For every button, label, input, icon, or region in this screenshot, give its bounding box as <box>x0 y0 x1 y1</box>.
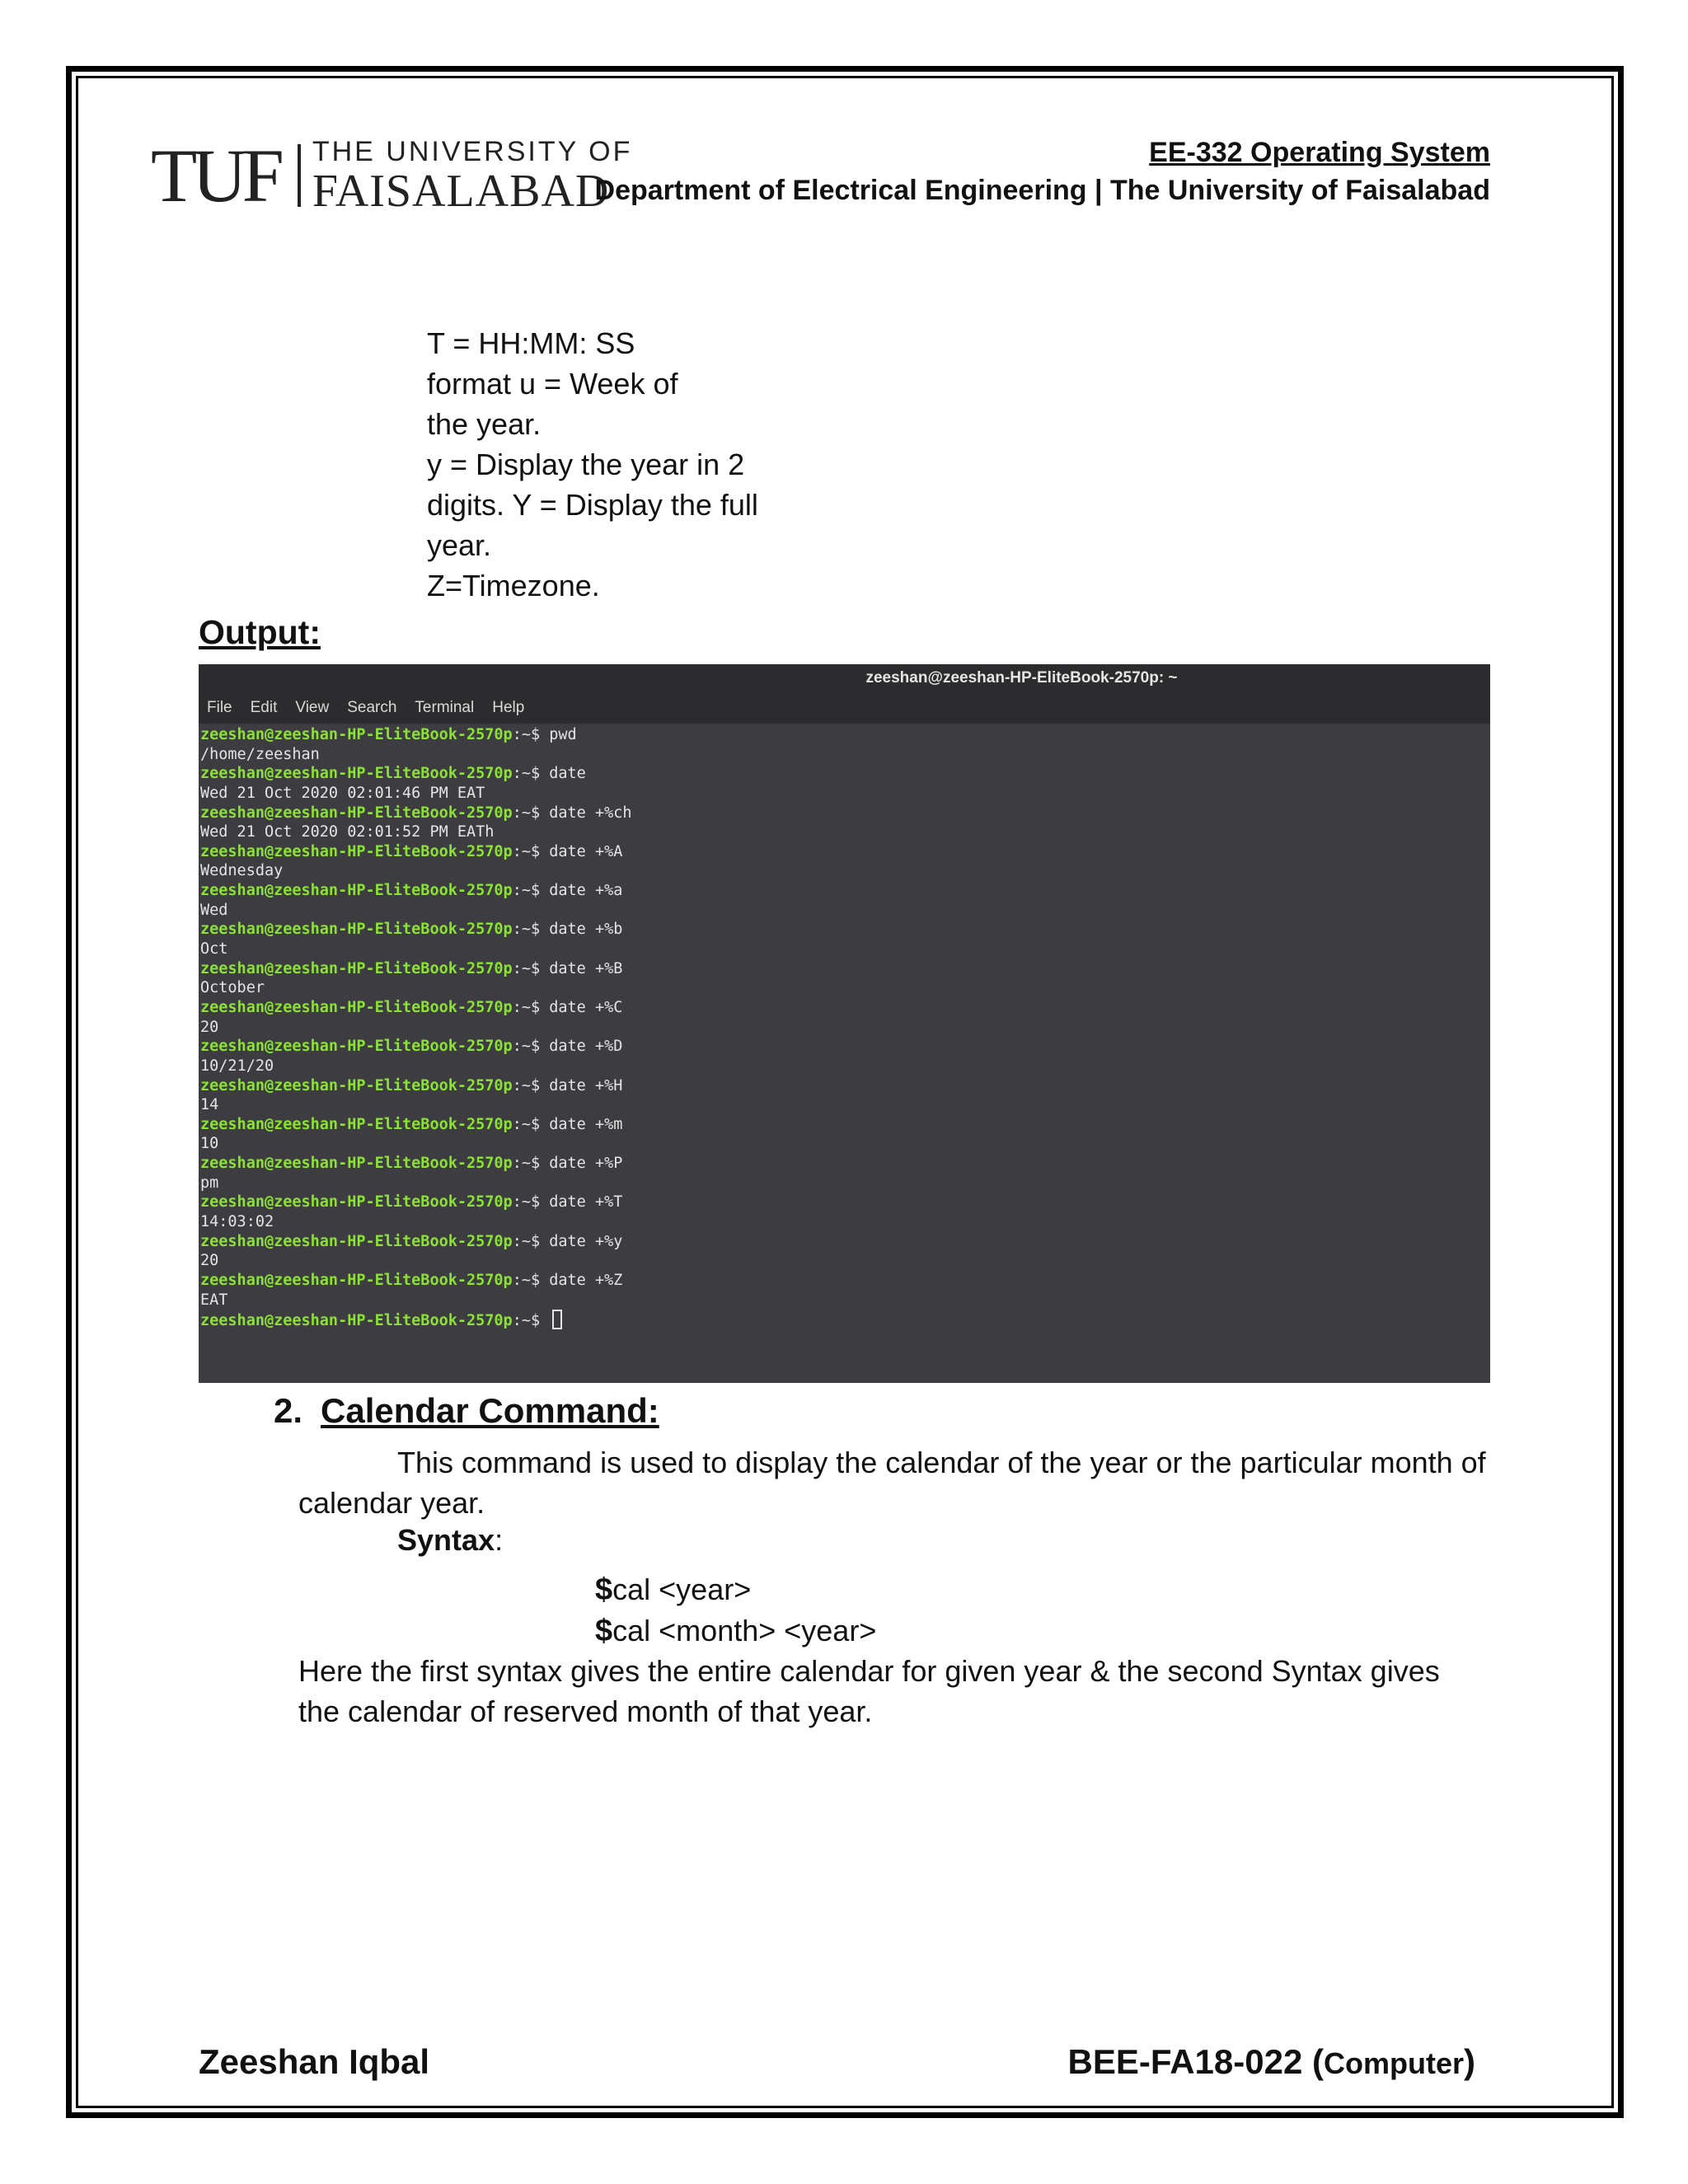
output-text: Wed <box>200 901 228 919</box>
prompt-suffix: :~$ <box>512 1232 550 1250</box>
prompt-suffix: :~$ <box>512 959 550 977</box>
format-notes <box>427 323 773 606</box>
syntax-line <box>595 1610 876 1652</box>
prompt-suffix: :~$ <box>512 1115 550 1133</box>
registration-id <box>1068 2042 1475 2082</box>
note-line: Z=Timezone. <box>427 569 600 602</box>
command-text: date <box>549 765 586 783</box>
terminal-output-line <box>200 1095 1490 1115</box>
menu-view[interactable]: View <box>295 699 330 716</box>
registration-number: BEE-FA18-022 ( <box>1067 2042 1324 2081</box>
prompt-user: zeeshan@zeeshan-HP-EliteBook-2570p <box>200 921 513 939</box>
description-text: This command is used to display the calendar of the year or the particular month of calendar year. <box>298 1446 1486 1520</box>
terminal-command-line <box>200 881 1490 901</box>
prompt-user: zeeshan@zeeshan-HP-EliteBook-2570p <box>200 998 513 1016</box>
note-line: y = Display the year in 2 <box>427 448 745 481</box>
terminal-output-line <box>200 940 1490 959</box>
output-text: 14:03:02 <box>200 1213 274 1231</box>
section-title: Calendar Command: <box>321 1391 659 1430</box>
prompt-suffix: :~$ <box>512 1271 550 1289</box>
prompt-suffix: :~$ <box>512 842 550 860</box>
note-line: the year. <box>427 407 542 441</box>
menu-file[interactable]: File <box>207 699 232 716</box>
command-text: date +%m <box>549 1115 623 1133</box>
output-text: Oct <box>200 940 228 958</box>
prompt-user: zeeshan@zeeshan-HP-EliteBook-2570p <box>200 842 513 860</box>
prompt-suffix: :~$ <box>512 1076 550 1094</box>
author-name: Zeeshan Iqbal <box>199 2042 430 2081</box>
note-line: year. <box>427 528 492 562</box>
terminal-command-line <box>200 764 1490 784</box>
output-text: EAT <box>200 1291 228 1309</box>
terminal-menubar <box>199 692 1490 724</box>
output-text: 14 <box>200 1096 219 1114</box>
terminal-output-line <box>200 978 1490 998</box>
cursor-block <box>552 1310 562 1329</box>
section-heading <box>274 1391 659 1431</box>
output-heading: Output: <box>199 613 321 651</box>
command-text: date +%B <box>549 959 623 977</box>
note-line: T = HH:MM: SS <box>427 326 635 360</box>
terminal-output-line <box>200 784 1490 804</box>
syntax-colon: : <box>495 1523 504 1557</box>
terminal-command-line <box>200 1037 1490 1057</box>
terminal-command-line <box>200 959 1490 979</box>
terminal-titlebar <box>199 664 1490 692</box>
command-text: date +%T <box>549 1193 623 1212</box>
section-description <box>298 1442 1493 1523</box>
prompt-suffix: :~$ <box>512 804 550 822</box>
output-text: pm <box>200 1174 219 1192</box>
logo-text <box>312 136 633 217</box>
output-text: 20 <box>200 1252 219 1270</box>
terminal-command-line <box>200 920 1490 940</box>
syntax-block <box>595 1569 876 1652</box>
terminal-command-line <box>200 998 1490 1018</box>
terminal-command-line <box>200 1310 1490 1329</box>
terminal-output-line <box>200 1291 1490 1310</box>
terminal-command-line <box>200 1154 1490 1174</box>
closing-paren: ) <box>1464 2042 1475 2081</box>
logo-line-2: FAISALABAD <box>312 165 610 217</box>
command-text: date +%a <box>549 882 623 900</box>
prompt-user: zeeshan@zeeshan-HP-EliteBook-2570p <box>200 1155 513 1173</box>
command-text: date +%Z <box>549 1271 623 1289</box>
prompt-suffix: :~$ <box>512 1155 550 1173</box>
prompt-user: zeeshan@zeeshan-HP-EliteBook-2570p <box>200 882 513 900</box>
prompt-suffix: :~$ <box>512 921 550 939</box>
output-text: Wednesday <box>200 862 284 880</box>
terminal-command-line <box>200 1232 1490 1252</box>
prompt-user: zeeshan@zeeshan-HP-EliteBook-2570p <box>200 804 513 822</box>
prompt-suffix: :~$ <box>512 1038 550 1056</box>
terminal-screenshot <box>199 664 1490 1383</box>
logo-line-1: THE UNIVERSITY OF <box>312 136 633 168</box>
terminal-command-line <box>200 725 1490 745</box>
program-name: Computer <box>1324 2046 1464 2080</box>
output-text: /home/zeeshan <box>200 745 320 763</box>
prompt-user: zeeshan@zeeshan-HP-EliteBook-2570p <box>200 1076 513 1094</box>
dollar-sign: $ <box>595 1614 613 1648</box>
terminal-output-line <box>200 1018 1490 1038</box>
prompt-user: zeeshan@zeeshan-HP-EliteBook-2570p <box>200 1232 513 1250</box>
output-text: Wed 21 Oct 2020 02:01:52 PM EATh <box>200 823 495 841</box>
note-line: digits. Y = Display the full <box>427 488 758 522</box>
terminal-output-line <box>200 1212 1490 1232</box>
logo-mark: TUF <box>151 134 279 218</box>
prompt-user: zeeshan@zeeshan-HP-EliteBook-2570p <box>200 1271 513 1289</box>
syntax-text: cal <month> <year> <box>612 1614 877 1647</box>
output-text: October <box>200 979 265 997</box>
logo-divider <box>298 144 301 207</box>
terminal-command-line <box>200 1115 1490 1135</box>
terminal-output-line <box>200 901 1490 921</box>
terminal-command-line <box>200 842 1490 862</box>
command-text: pwd <box>549 726 577 743</box>
prompt-suffix: :~$ <box>512 1312 550 1330</box>
terminal-output-line <box>200 745 1490 765</box>
syntax-label <box>397 1523 503 1558</box>
prompt-suffix: :~$ <box>512 998 550 1016</box>
prompt-suffix: :~$ <box>512 882 550 900</box>
menu-help[interactable]: Help <box>492 699 525 716</box>
prompt-user: zeeshan@zeeshan-HP-EliteBook-2570p <box>200 1193 513 1212</box>
command-text: date +%y <box>549 1232 623 1250</box>
prompt-suffix: :~$ <box>512 765 550 783</box>
prompt-user: zeeshan@zeeshan-HP-EliteBook-2570p <box>200 765 513 783</box>
course-title: EE-332 Operating System <box>1149 137 1490 168</box>
terminal-output-line <box>200 1174 1490 1193</box>
command-text: date +%ch <box>549 804 632 822</box>
terminal-output-line <box>200 861 1490 881</box>
command-text: date +%C <box>549 998 623 1016</box>
department-line: Department of Electrical Engineering | The University of Faisalabad <box>594 175 1490 206</box>
prompt-suffix: :~$ <box>512 726 550 743</box>
prompt-user: zeeshan@zeeshan-HP-EliteBook-2570p <box>200 1312 513 1330</box>
command-text: date +%H <box>549 1076 623 1094</box>
terminal-command-line <box>200 804 1490 823</box>
terminal-output-line <box>200 1057 1490 1076</box>
terminal-output-line <box>200 1134 1490 1154</box>
syntax-explanation: Here the first syntax gives the entire calendar for given year & the second Syntax gives the calendar of reserved month of that year. <box>298 1654 1440 1728</box>
command-text: date +%A <box>549 842 623 860</box>
output-text: 20 <box>200 1018 219 1036</box>
section-number: 2. <box>274 1391 303 1430</box>
menu-search[interactable]: Search <box>347 699 397 716</box>
syntax-label-text: Syntax <box>397 1523 495 1557</box>
terminal-command-line <box>200 1271 1490 1291</box>
terminal-command-line <box>200 1193 1490 1212</box>
syntax-line <box>595 1569 876 1610</box>
terminal-output[interactable] <box>199 724 1490 1329</box>
note-line: format u = Week of <box>427 367 678 401</box>
prompt-user: zeeshan@zeeshan-HP-EliteBook-2570p <box>200 726 513 743</box>
output-text: Wed 21 Oct 2020 02:01:46 PM EAT <box>200 784 485 802</box>
output-text: 10 <box>200 1135 219 1153</box>
command-text: date +%b <box>549 921 623 939</box>
command-text: date +%D <box>549 1038 623 1056</box>
menu-terminal[interactable]: Terminal <box>415 699 475 716</box>
dollar-sign: $ <box>595 1572 613 1607</box>
terminal-output-line <box>200 1251 1490 1271</box>
prompt-user: zeeshan@zeeshan-HP-EliteBook-2570p <box>200 959 513 977</box>
terminal-title: zeeshan@zeeshan-HP-EliteBook-2570p: ~ <box>865 669 1178 687</box>
prompt-user: zeeshan@zeeshan-HP-EliteBook-2570p <box>200 1038 513 1056</box>
syntax-text: cal <year> <box>612 1572 752 1606</box>
prompt-user: zeeshan@zeeshan-HP-EliteBook-2570p <box>200 1115 513 1133</box>
output-text: 10/21/20 <box>200 1057 274 1075</box>
menu-edit[interactable]: Edit <box>250 699 278 716</box>
prompt-suffix: :~$ <box>512 1193 550 1212</box>
command-text: date +%P <box>549 1155 623 1173</box>
university-logo <box>151 134 633 218</box>
terminal-output-line <box>200 823 1490 842</box>
terminal-command-line <box>200 1076 1490 1096</box>
